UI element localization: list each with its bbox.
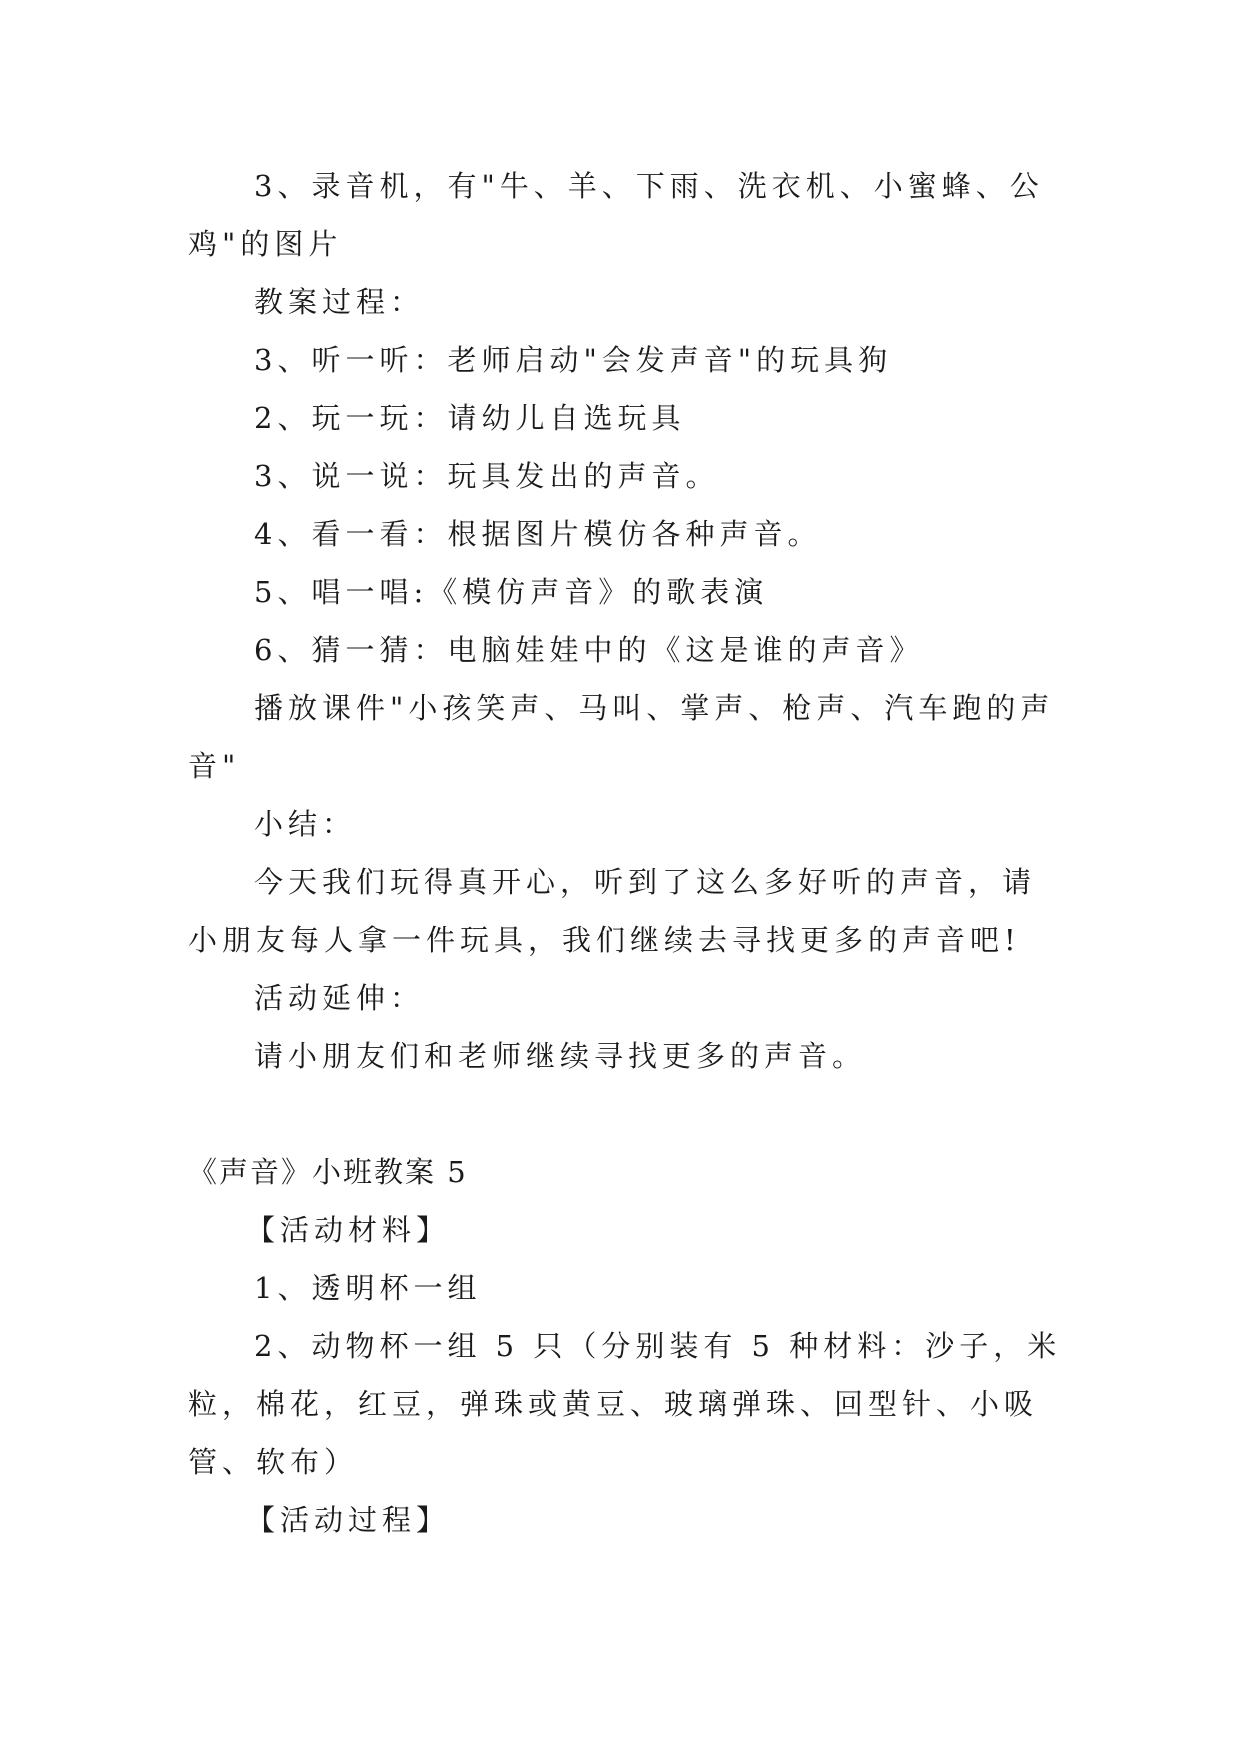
paragraph-step-play: 2、玩一玩：请幼儿自选玩具	[254, 401, 686, 435]
paragraph-play-courseware: 播放课件"小孩笑声、马叫、掌声、枪声、汽车跑的声音"	[188, 691, 1055, 783]
paragraph-extension-text: 请小朋友们和老师继续寻找更多的声音。	[254, 1039, 867, 1073]
document-body	[188, 157, 1068, 1549]
paragraph-step-sing: 5、唱一唱:《模仿声音》的歌表演	[254, 575, 769, 609]
paragraph-lesson-process-heading: 教案过程：	[254, 285, 425, 319]
paragraph-summary-heading: 小结：	[254, 807, 357, 841]
paragraph-step-listen: 3、听一听：老师启动"会发声音"的玩具狗	[254, 343, 893, 377]
paragraph-activity-materials-heading: 【活动材料】	[246, 1213, 451, 1247]
paragraph-materials-item-1: 1、透明杯一组	[254, 1271, 482, 1305]
section-spacer	[188, 1085, 1068, 1143]
paragraph-summary-text: 今天我们玩得真开心，听到了这么多好听的声音，请小朋友每人拿一件玩具，我们继续去寻找更多的声音吧!	[188, 865, 1037, 957]
paragraph-step-guess: 6、猜一猜：电脑娃娃中的《这是谁的声音》	[254, 633, 924, 667]
paragraph-step-look: 4、看一看：根据图片模仿各种声音。	[254, 517, 822, 551]
paragraph-step-speak: 3、说一说：玩具发出的声音。	[254, 459, 720, 493]
section-title: 《声音》小班教案 5	[188, 1155, 468, 1189]
paragraph-activity-process-heading: 【活动过程】	[246, 1503, 451, 1537]
paragraph-extension-heading: 活动延伸：	[254, 981, 425, 1015]
paragraph-materials-item-3: 3、录音机，有"牛、羊、下雨、洗衣机、小蜜蜂、公鸡"的图片	[188, 169, 1044, 261]
paragraph-materials-item-2: 2、动物杯一组 5 只（分别装有 5 种材料：沙子，米粒，棉花，红豆，弹珠或黄豆、玻璃弹珠、回型针、小吸管、软布）	[188, 1329, 1062, 1479]
